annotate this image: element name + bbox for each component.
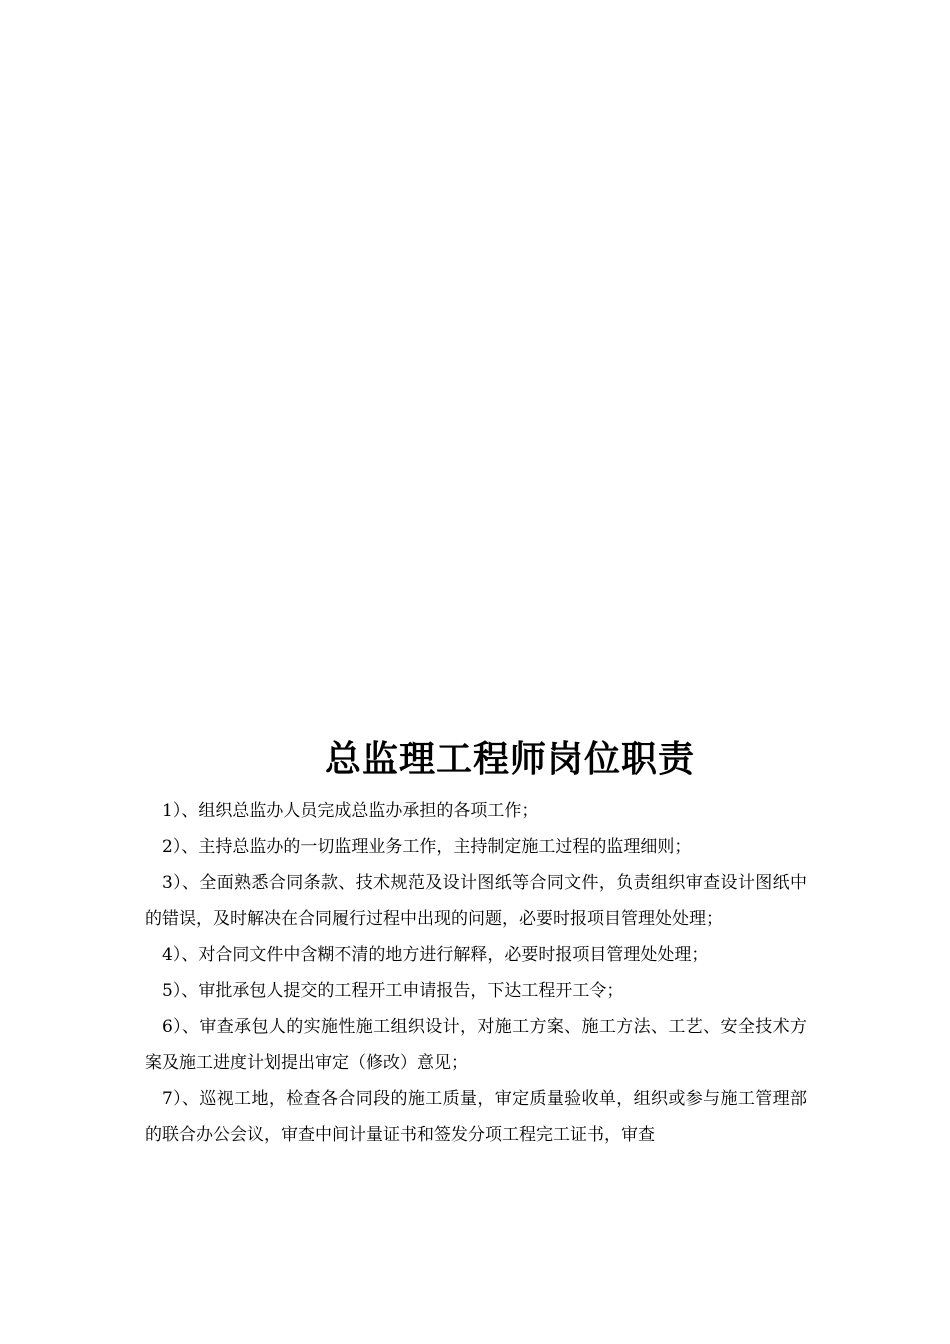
duty-item-3: 3）、全面熟悉合同条款、技术规范及设计图纸等合同文件，负责组织审查设计图纸中的错误，及时解决在合同履行过程中出现的问题，必要时报项目管理处处理； (145, 873, 807, 929)
document-title: 总监理工程师岗位职责 (324, 739, 695, 780)
duty-item-2: 2）、主持总监办的一切监理业务工作，主持制定施工过程的监理细则； (162, 837, 692, 857)
duty-item-5: 5）、审批承包人提交的工程开工申请报告，下达工程开工令； (162, 981, 624, 1001)
duty-item-6: 6）、审查承包人的实施性施工组织设计，对施工方案、施工方法、工艺、安全技术方案及施工进度计划提出审定（修改）意见； (145, 1017, 807, 1073)
duty-item-4: 4）、对合同文件中含糊不清的地方进行解释，必要时报项目管理处处理； (162, 945, 709, 965)
duty-item-1: 1）、组织总监办人员完成总监办承担的各项工作； (162, 801, 539, 821)
duty-item-7: 7）、巡视工地，检查各合同段的施工质量，审定质量验收单，组织或参与施工管理部的联合办公会议，审查中间计量证书和签发分项工程完工证书，审查 (145, 1089, 807, 1145)
document-body (145, 793, 807, 1153)
